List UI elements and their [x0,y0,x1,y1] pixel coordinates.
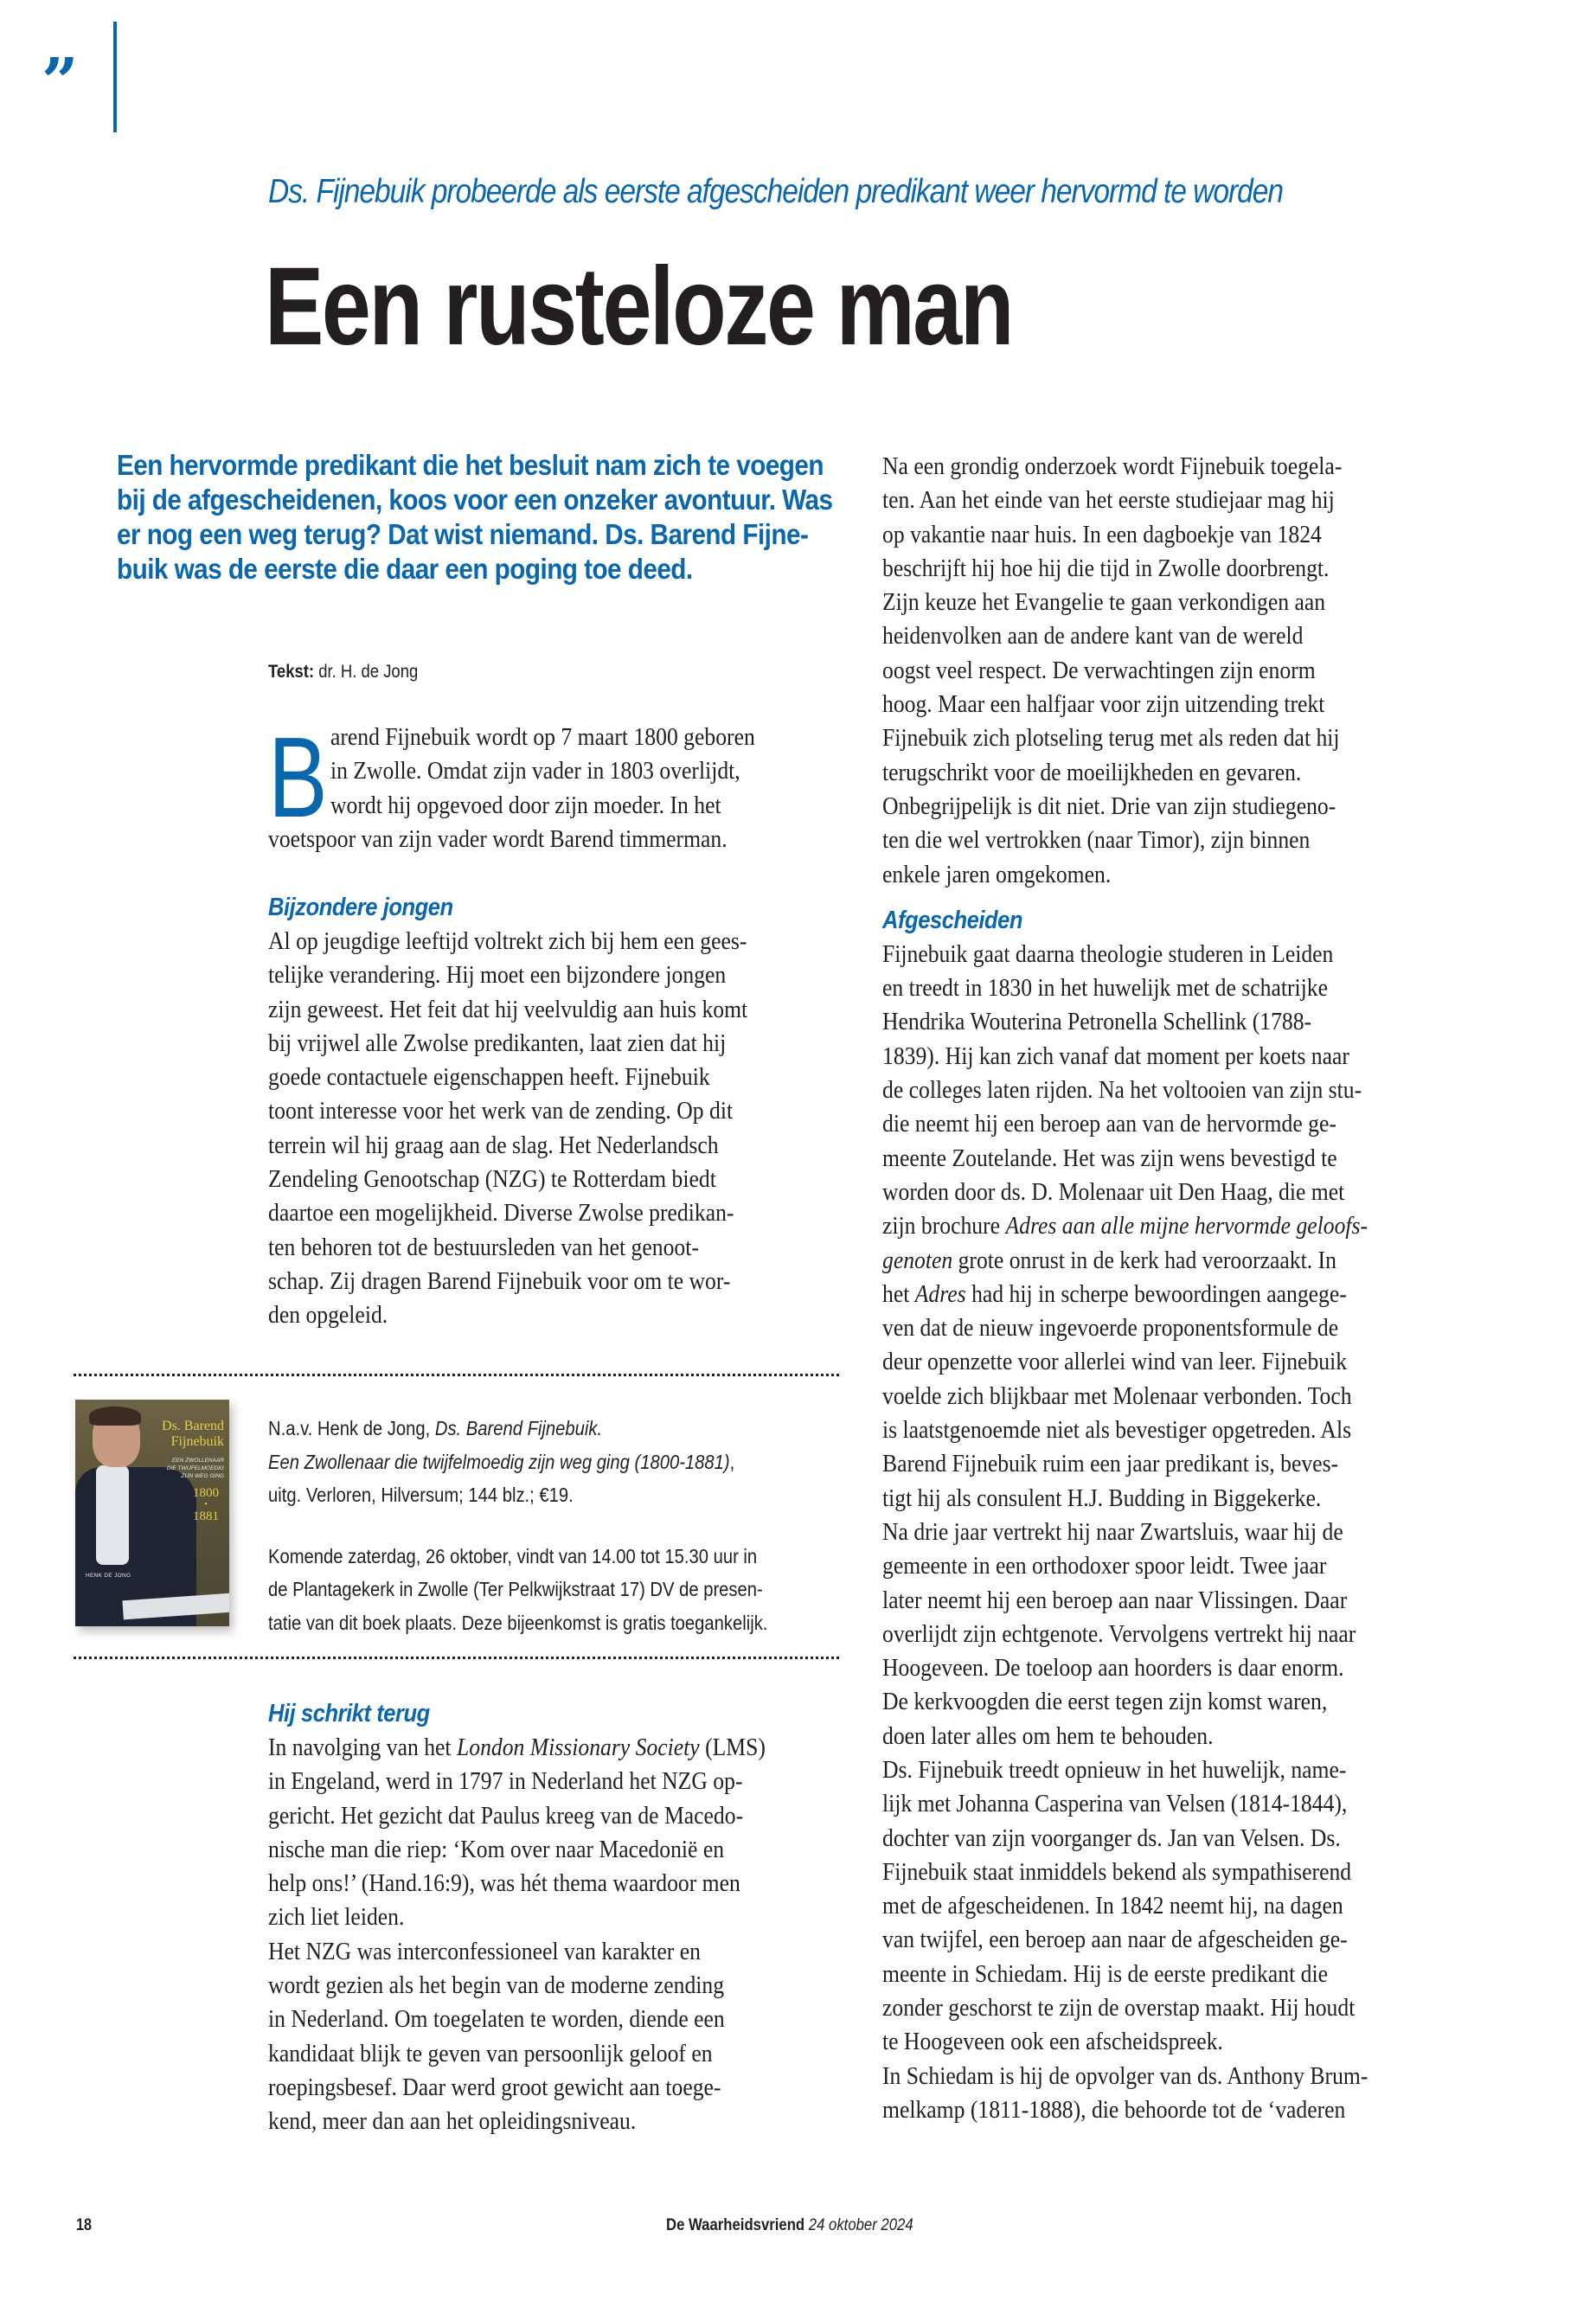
body-line [882,1209,1412,1243]
body-line: Fijnebuik staat inmiddels bekend als sympathiserend [882,1858,1352,1886]
body-line: nische man die riep: ‘Kom over naar Macedonië en [268,1836,725,1863]
body-line: wordt gezien als het begin van de moderne zending [268,1972,725,2000]
publication-date: 24 oktober 2024 [808,2216,913,2234]
body-line: 1839). Hij kan zich vanaf dat moment per koets naar [882,1042,1349,1070]
body-line: oogst veel respect. De verwachtingen zijn enorm [882,657,1316,684]
body-line: zijn geweest. Het feit dat hij veelvuldig aan huis komt [268,996,748,1023]
body-line [882,1278,1412,1311]
cover-title: Fijnebuik [170,1434,224,1449]
body-line: Onbegrijpelijk is dit niet. Drie van zijn studiegeno- [882,792,1336,820]
article-lede [117,448,833,586]
body-line: de colleges laten rijden. Na het voltooien van zijn stu- [882,1077,1362,1105]
body-line: daartoe een mogelijkheid. Diverse Zwolse predikan- [268,1200,734,1227]
body-line: te Hoogeveen ook een afscheidspreek. [882,2029,1223,2056]
body-line: die neemt hij een beroep aan van de hervormde ge- [882,1111,1336,1138]
body-line: Barend Fijnebuik ruim een jaar predikant is, beves- [882,1451,1339,1478]
section-heading: Hij schrikt terug [268,1700,430,1727]
cover-title: Ds. Barend [162,1419,224,1433]
body-line: Zendeling Genootschap (NZG) te Rotterdam biedt [268,1166,716,1194]
ref-title: Ds. Barend Fijnebuik. [434,1417,603,1439]
body-line: terrein wil hij graag aan de slag. Het Nederlandsch [268,1131,719,1159]
body-line: zich liet leiden. [268,1904,405,1932]
body-line: dochter van zijn voorganger ds. Jan van Velsen. Ds. [882,1824,1341,1852]
body-line: ten. Aan het einde van het eerste studiejaar mag hij [882,487,1335,515]
body-line: meente in Schiedam. Hij is de eerste predikant die [882,1960,1328,1988]
portrait-collar [96,1465,129,1565]
cover-subtitle: DIE TWIJFELMOEDIG [166,1465,224,1471]
body-line: zonder geschorst te zijn de overstap maakt. Hij houdt [882,1995,1356,2022]
body-line: Hoogeveen. De toeloop aan hoorders is daar enorm. [882,1655,1344,1682]
divider-dotted [74,1657,839,1659]
text-run: In navolging van het [268,1734,457,1761]
byline-author: dr. H. de Jong [318,662,419,682]
body-line: telijke verandering. Hij moet een bijzondere jongen [268,962,727,990]
italic-title: London Missionary Society [456,1734,700,1761]
body-line: en treedt in 1830 in het huwelijk met de schatrijke [882,975,1328,1003]
lede-line: er nog een weg terug? Dat wist niemand. Ds. Barend Fijne- [117,518,809,550]
body-line: op vakantie naar huis. In een dagboekje van 1824 [882,521,1322,548]
book-subtitle [268,1445,774,1479]
body-line: Het NZG was interconfessioneel van karakter en [268,1938,701,1965]
body-line: Al op jeugdige leeftijd voltrekt zich bij hem een gees- [268,928,747,955]
ref-author: N.a.v. Henk de Jong, [268,1417,435,1439]
lede-line: buik was de eerste die daar een poging toe deed. [117,553,693,585]
publication-name: De Waarheidsvriend [666,2216,805,2234]
body-line: kend, meer dan aan het opleidingsniveau. [268,2108,637,2136]
body-line: deur openzette voor allerlei wind van leer. Fijnebuik [882,1349,1348,1376]
body-line: met de afgescheidenen. In 1842 neemt hij, na dagen [882,1893,1343,1920]
body-line: Na een grondig onderzoek wordt Fijnebuik toegela- [882,453,1343,480]
text-run: grote onrust in de kerk had veroorzaakt. In [952,1247,1336,1274]
body-line: wordt hij opgevoed door zijn moeder. In het [330,792,721,819]
body-line: kandidaat blijk te geven van persoonlijk geloof en [268,2040,713,2067]
body-line: beschrijft hij hoe hij die tijd in Zwolle doorbrengt. [882,554,1330,582]
body-line: in Zwolle. Omdat zijn vader in 1803 overlijdt, [330,758,740,785]
body-line: Na drie jaar vertrekt hij naar Zwartsluis, waar hij de [882,1518,1343,1546]
body-line: Hendrika Wouterina Petronella Schellink (1788- [882,1009,1312,1036]
body-line: doen later alles om hem te behouden. [882,1722,1214,1750]
quote-mark-icon: ” [42,45,79,119]
text-run: zijn brochure [882,1213,1006,1240]
body-line: goede contactuele eigenschappen heeft. Fijnebuik [268,1064,710,1092]
section-bijzondere-jongen [268,891,856,1333]
body-line: Fijnebuik gaat daarna theologie studeren in Leiden [882,940,1334,968]
accent-bar [113,22,117,132]
column-right [882,450,1471,2127]
italic-title: Adres [914,1280,966,1308]
portrait-hair [89,1407,141,1426]
ref-punct: , [729,1450,735,1473]
body-line [882,1244,1412,1278]
body-line: van twijfel, een beroep aan naar de afgescheiden ge- [882,1926,1348,1954]
cover-subtitle: EEN ZWOLLENAAR [172,1458,224,1464]
text-run: had hij in scherpe bewoordingen aangege- [965,1280,1347,1308]
intro-paragraph [268,714,856,856]
body-line: in Engeland, werd in 1797 in Nederland het NZG op- [268,1768,743,1796]
body-line: ten behoren tot de bestuursleden van het genoot- [268,1234,699,1261]
body-line: arend Fijnebuik wordt op 7 maart 1800 geboren [330,724,755,751]
book-reference [268,1412,774,1445]
article-kicker: Ds. Fijnebuik probeerde als eerste afgescheiden predikant weer hervormd te worden [268,173,1283,210]
event-line: Komende zaterdag, 26 oktober, vindt van 14.00 tot 15.30 uur in [268,1544,758,1567]
cover-bullet: • [204,1500,208,1509]
book-publisher: uitg. Verloren, Hilversum; 144 blz.; €19. [268,1484,574,1506]
body-line [268,1731,798,1765]
drop-cap: B [268,714,328,841]
body-line: worden door ds. D. Molenaar uit Den Haag, die met [882,1178,1345,1206]
text-run: het [882,1280,915,1308]
body-line: ten die wel vertrokken (naar Timor), zijn binnen [882,827,1311,855]
lede-line: bij de afgescheidenen, koos voor een onzeker avontuur. Was [117,484,833,516]
body-line: tigt hij als consulent H.J. Budding in Biggekerke. [882,1484,1322,1512]
body-line: heidenvolken aan de andere kant van de wereld [882,623,1304,651]
body-line: later neemt hij een beroep aan naar Vlissingen. Daar [882,1586,1348,1614]
body-line: terugschrikt voor de moeilijkheden en gevaren. [882,759,1302,786]
body-line: roepingsbesef. Daar werd groot gewicht aan toege- [268,2073,721,2101]
text-run: (LMS) [699,1734,766,1761]
body-line: meente Zoutelande. Het was zijn wens bevestigd te [882,1144,1337,1172]
body-line: bij vrijwel alle Zwolse predikanten, laat zien dat hij [268,1029,727,1057]
body-line: Ds. Fijnebuik treedt opnieuw in het huwelijk, name- [882,1756,1347,1784]
body-line: melkamp (1811-1888), die behoorde tot de ‘vaderen [882,2096,1346,2124]
body-line: voetspoor van zijn vader wordt Barend timmerman. [268,825,727,853]
italic-title: Adres aan alle mijne hervormde geloofs- [1005,1213,1368,1240]
ref-subtitle: Een Zwollenaar die twijfelmoedig zijn weg ging (1800-1881) [268,1450,730,1473]
body-line: voelde zich blijkbaar met Molenaar verbonden. Toch [882,1382,1352,1410]
cover-year: 1881 [193,1509,219,1523]
lede-line: Een hervormde predikant die het besluit nam zich te voegen [117,449,824,481]
body-line: help ons!’ (Hand.16:9), was hét thema waardoor men [268,1870,740,1898]
body-line: gericht. Het gezicht dat Paulus kreeg van de Macedo- [268,1802,744,1830]
body-line: den opgeleid. [268,1302,388,1330]
article-headline: Een rusteloze man [265,245,1012,369]
body-line: in Nederland. Om toegelaten te worden, diende een [268,2006,725,2034]
divider-dotted [74,1374,839,1376]
publication-footer [666,2216,913,2235]
body-line: lijk met Johanna Casperina van Velsen (1814-1844), [882,1791,1348,1818]
body-line: enkele jaren omgekomen. [882,861,1112,888]
page-number: 18 [76,2216,92,2234]
cover-author: HENK DE JONG [86,1573,131,1579]
byline-label: Tekst: [268,662,315,682]
cover-year: 1800 [193,1486,219,1500]
book-cover-image [75,1400,229,1626]
event-line: tatie van dit boek plaats. Deze bijeenkomst is gratis toegankelijk. [268,1611,768,1634]
section-hij-schrikt-terug [268,1697,856,2139]
byline [268,662,418,683]
body-line: In Schiedam is hij de opvolger van ds. Anthony Brum- [882,2062,1368,2090]
cover-subtitle: ZIJN WEG GING [181,1473,224,1479]
section-heading: Bijzondere jongen [268,894,453,921]
body-line: Zijn keuze het Evangelie te gaan verkondigen aan [882,589,1326,617]
body-line: Fijnebuik zich plotseling terug met als reden dat hij [882,725,1340,753]
event-line: de Plantagekerk in Zwolle (Ter Pelkwijkstraat 17) DV de presen- [268,1578,763,1600]
book-info [268,1412,856,1639]
body-line: schap. Zij dragen Barend Fijnebuik voor om te wor- [268,1267,731,1295]
body-line: De kerkvoogden die eerst tegen zijn komst waren, [882,1689,1328,1716]
body-line: overlijdt zijn echtgenote. Vervolgens vertrekt hij naar [882,1620,1356,1648]
body-line: toont interesse voor het werk van de zending. Op dit [268,1098,734,1125]
body-line: hoog. Maar een halfjaar voor zijn uitzending trekt [882,691,1325,719]
body-line: ven dat de nieuw ingevoerde proponentsformule de [882,1315,1339,1343]
section-heading: Afgescheiden [882,906,1023,934]
italic-title: genoten [882,1247,953,1274]
body-line: is laatstgenoemde niet als bevestiger opgetreden. Als [882,1417,1352,1445]
body-line: gemeente in een orthodoxer spoor leidt. Twee jaar [882,1553,1327,1580]
